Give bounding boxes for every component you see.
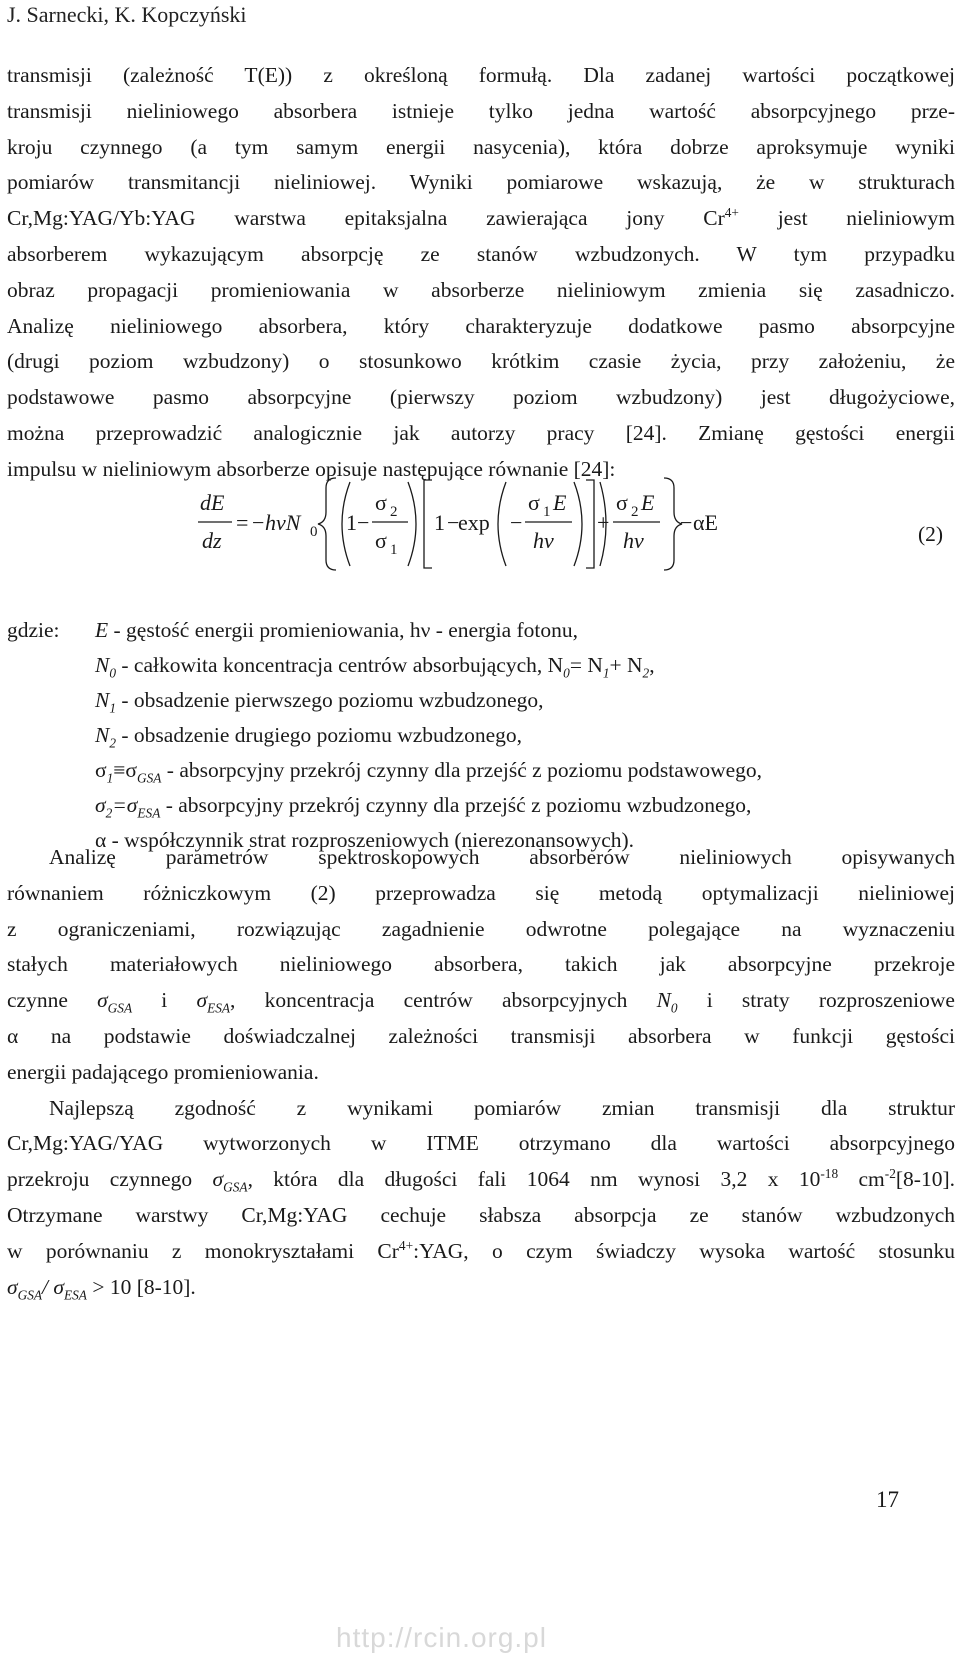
symbol: N <box>95 653 110 677</box>
definition-text: = N <box>569 653 603 677</box>
superscript: 4+ <box>398 1237 414 1253</box>
symbol: σ <box>95 758 107 782</box>
page-number: 17 <box>876 1487 899 1512</box>
eq-one: 1 <box>346 510 357 535</box>
subscript: 1 <box>602 665 610 681</box>
equation-number: (2) <box>918 522 944 546</box>
watermark-url: http://rcin.org.pl <box>336 1622 547 1653</box>
definition-text: + N <box>609 653 643 677</box>
symbol: σ <box>196 988 208 1013</box>
text-line: transmisji nieliniowego absorbera istnieje tylko jedna wartość absorpcyjnego prze- <box>7 98 955 123</box>
eq-hv: hν <box>533 528 554 553</box>
text-span: , koncentracja centrów absorpcyjnych <box>230 988 657 1013</box>
eq-alphaE: αE <box>693 510 718 535</box>
text-span: w porównaniu z monokryształami Cr <box>7 1238 399 1263</box>
text-span: , która dla długości fali 1064 nm wynosi 3,2 x 10 <box>247 1167 821 1192</box>
text-span: przekroju czynnego <box>7 1167 213 1192</box>
left-paren <box>498 482 506 566</box>
superscript: 4+ <box>724 205 739 221</box>
text-span: [8-10]. <box>895 1167 955 1192</box>
eq-exp: exp <box>458 510 490 535</box>
text-line: Analizę parametrów spektroskopowych absorberów nieliniowych opisywanych <box>49 845 955 869</box>
superscript: -2 <box>884 1166 896 1182</box>
text-line: równaniem różniczkowym (2) przeprowadza się metodą optymalizacji nieliniowej <box>7 880 955 905</box>
text-span: jest nieliniowym <box>738 206 955 231</box>
subscript: GSA <box>17 1286 43 1302</box>
eq-sub-2: 2 <box>631 504 639 520</box>
text-line: impulsu w nieliniowym absorberze opisuje następujące równanie [24]: <box>7 456 616 481</box>
text-span: cm <box>838 1167 885 1192</box>
right-bracket <box>586 480 594 568</box>
text-line: α na podstawie doświadczalnej zależności transmisji absorbera w funkcji gęstości <box>7 1023 955 1048</box>
subscript: GSA <box>223 1179 248 1195</box>
right-paren <box>574 482 582 566</box>
text-line <box>7 1162 955 1198</box>
text-line: Najlepszą zgodność z wynikami pomiarów zmian transmisji dla struktur <box>49 1095 955 1120</box>
text-line: pomiarów transmitancji nieliniowej. Wyniki pomiarowe wskazują, że w strukturach <box>7 170 955 195</box>
subscript: ESA <box>64 1286 87 1302</box>
text-line: z ograniczeniami, rozwiązując zagadnienie odwrotne polegające na wyznaczeniu <box>7 916 955 941</box>
subscript: 2 <box>642 665 650 681</box>
eq-equals: = <box>236 510 249 535</box>
eq-sub-2: 2 <box>390 504 398 520</box>
definition-text: , <box>649 653 655 677</box>
eq-minus: − <box>680 510 693 535</box>
text-span: Cr,Mg:YAG/Yb:YAG warstwa epitaksjalna zawierająca jony Cr <box>7 206 725 231</box>
text-span: i <box>132 988 197 1013</box>
text-span: :YAG, o czym świadczy wysoka wartość stosunku <box>413 1238 955 1263</box>
superscript: -18 <box>820 1166 839 1182</box>
definition-text: - całkowita koncentracja centrów absorbujących, N <box>116 653 564 677</box>
definition-text: - współczynnik strat rozproszeniowych (nierezonansowych). <box>106 828 635 852</box>
eq-minus: − <box>447 510 460 535</box>
eq-sigma2: σ <box>616 490 628 515</box>
subscript: 0 <box>670 1000 678 1016</box>
definitions-label: gdzie: <box>7 618 60 642</box>
symbol: σ <box>212 1167 224 1192</box>
subscript: ESA <box>207 1000 231 1016</box>
text-line: kroju czynnego (a tym samym energii nasycenia), która dobrze aproksymuje wyniki <box>7 134 955 159</box>
text-line: Cr,Mg:YAG/YAG wytworzonych w ITME otrzymano dla wartości absorpcyjnego <box>7 1131 955 1156</box>
left-bracket <box>424 480 432 568</box>
text-line: energii padającego promieniowania. <box>7 1059 319 1084</box>
eq-minus: − <box>252 510 265 535</box>
text-line <box>7 1270 955 1306</box>
definition-row <box>95 650 655 680</box>
subscript: GSA <box>107 1000 133 1016</box>
eq-hvN: hνN <box>265 510 301 535</box>
right-paren <box>408 482 416 566</box>
symbol: N <box>95 688 110 712</box>
subscript: 1 <box>109 700 117 716</box>
eq-E: E <box>641 490 655 515</box>
definition-row <box>95 615 578 645</box>
subscript: GSA <box>136 770 162 786</box>
subscript: 0 <box>109 665 117 681</box>
eq-E: E <box>553 490 567 515</box>
equation-graphic <box>0 468 960 586</box>
symbol: N <box>95 723 110 747</box>
equation <box>0 468 960 586</box>
definition-row <box>95 755 762 785</box>
subscript: 0 <box>563 665 570 681</box>
definition-text: ≡σ <box>113 758 137 782</box>
subscript: 2 <box>105 805 113 821</box>
text-line: obraz propagacji promieniowania w absorberze nieliniowym zmienia się zasadniczo. <box>7 277 955 302</box>
text-line: transmisji (zależność T(E)) z określoną formułą. Dla zadanej wartości początkowej <box>7 63 955 87</box>
definition-text: - absorpcyjny przekrój czynny dla przejść z poziomu wzbudzonego, <box>160 793 752 817</box>
text-line <box>7 201 955 237</box>
symbol: / σ <box>42 1274 64 1299</box>
text-span: czynne <box>7 988 98 1013</box>
definition-text: - obsadzenie drugiego poziomu wzbudzonego, <box>116 723 523 747</box>
text-line: można przeprowadzić analogicznie jak autorzy pracy [24]. Zmianę gęstości energii <box>7 420 955 445</box>
eq-sub-1: 1 <box>543 504 551 520</box>
running-header: J. Sarnecki, K. Kopczyński <box>7 2 247 27</box>
eq-minus: − <box>510 510 523 535</box>
eq-sub-1: 1 <box>390 542 398 558</box>
symbol: α <box>95 828 107 852</box>
symbol: σ <box>95 793 106 817</box>
eq-sigma1: σ <box>528 490 540 515</box>
symbol: σ <box>97 988 108 1013</box>
eq-dE: dE <box>200 490 225 515</box>
text-line <box>7 1234 955 1270</box>
eq-sub-0: 0 <box>310 524 318 540</box>
definition-row <box>95 685 544 715</box>
eq-plus: + <box>597 510 610 535</box>
symbol: σ <box>7 1274 18 1299</box>
subscript: 1 <box>106 770 114 786</box>
definition-text: =σ <box>112 793 138 817</box>
text-line: podstawowe pasmo absorpcyjne (pierwszy poziom wzbudzony) jest długożyciowe, <box>7 385 955 410</box>
text-span: i straty rozproszeniowe <box>677 988 955 1013</box>
eq-one: 1 <box>434 510 445 535</box>
text-line <box>7 983 955 1019</box>
text-line: absorberem wykazującym absorpcję ze stanów wzbudzonych. W tym przypadku <box>7 241 955 266</box>
text-span: > 10 [8-10]. <box>86 1274 196 1299</box>
eq-sigma1: σ <box>375 528 387 553</box>
text-line: Analizę nieliniowego absorbera, który charakteryzuje dodatkowe pasmo absorpcyjne <box>7 313 955 338</box>
definition-text: - gęstość energii promieniowania, hν - energia fotonu, <box>108 618 578 642</box>
definition-text: - obsadzenie pierwszego poziomu wzbudzonego, <box>116 688 544 712</box>
eq-hv: hν <box>623 528 644 553</box>
eq-sigma2: σ <box>375 490 387 515</box>
subscript: ESA <box>137 805 161 821</box>
symbol: E <box>95 618 109 642</box>
definition-text: - absorpcyjny przekrój czynny dla przejść z poziomu podstawowego, <box>161 758 763 782</box>
definition-row <box>95 720 522 750</box>
left-brace <box>318 478 336 570</box>
symbol: N <box>656 988 671 1013</box>
eq-dz: dz <box>202 528 222 553</box>
subscript: 2 <box>109 735 117 751</box>
text-line: stałych materiałowych nieliniowego absorbera, takich jak absorpcyjne przekroje <box>7 952 955 977</box>
definition-row <box>95 790 751 820</box>
text-line: Otrzymane warstwy Cr,Mg:YAG cechuje słabsza absorpcja ze stanów wzbudzonych <box>7 1202 955 1227</box>
paragraph-top <box>7 58 955 488</box>
paragraph-analysis <box>7 840 955 1305</box>
eq-minus: − <box>357 510 370 535</box>
text-line: (drugi poziom wzbudzony) o stosunkowo krótkim czasie życia, przy założeniu, że <box>7 349 955 374</box>
